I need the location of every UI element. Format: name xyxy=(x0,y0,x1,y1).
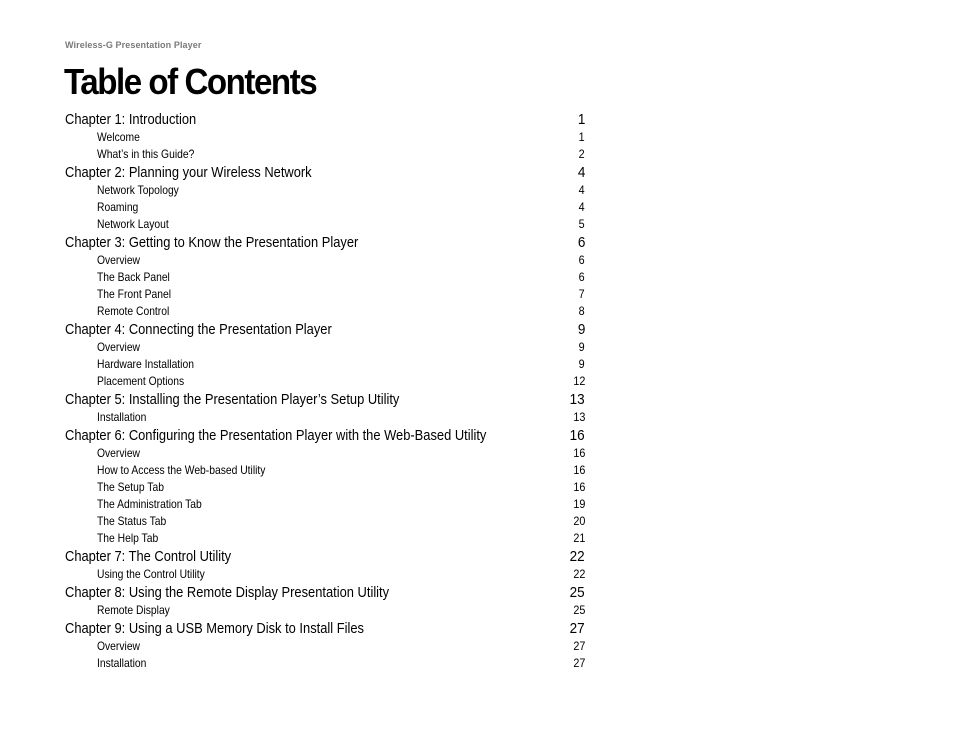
toc-entry-title: Remote Display xyxy=(97,603,170,617)
toc-page-number: 19 xyxy=(572,497,585,511)
toc-section-entry[interactable] xyxy=(65,356,585,373)
toc-entry-title: The Help Tab xyxy=(97,531,159,545)
toc-section-entry[interactable] xyxy=(65,602,585,619)
toc-page-number: 9 xyxy=(578,340,585,354)
toc-page-number: 25 xyxy=(569,584,585,601)
toc-page-number: 4 xyxy=(577,164,585,181)
toc-entry-title: Welcome xyxy=(97,130,140,144)
toc-page-number: 20 xyxy=(572,514,585,528)
toc-section-entry[interactable] xyxy=(65,373,585,390)
toc-page-number: 6 xyxy=(578,253,585,267)
toc-entry-title: Chapter 8: Using the Remote Display Presentation Utility xyxy=(65,584,390,601)
toc-page-number: 13 xyxy=(572,410,585,424)
toc-entry-title: Installation xyxy=(97,656,147,670)
toc-entry-title: Chapter 9: Using a USB Memory Disk to Install Files xyxy=(65,620,364,637)
toc-entry-title: Overview xyxy=(97,639,141,653)
toc-entry-title: The Setup Tab xyxy=(97,480,164,494)
toc-page-number: 27 xyxy=(572,656,585,670)
toc-chapter-entry[interactable] xyxy=(65,390,585,410)
toc-page-number: 22 xyxy=(569,548,585,565)
toc-section-entry[interactable] xyxy=(65,566,585,583)
running-header: Wireless-G Presentation Player xyxy=(65,40,202,50)
toc-entry-title: Remote Control xyxy=(97,304,170,318)
toc-section-entry[interactable] xyxy=(65,286,585,303)
toc-entry-title: Overview xyxy=(97,340,141,354)
toc-section-entry[interactable] xyxy=(65,339,585,356)
toc-section-entry[interactable] xyxy=(65,199,585,216)
toc-section-entry[interactable] xyxy=(65,252,585,269)
toc-chapter-entry[interactable] xyxy=(65,320,585,340)
toc-chapter-entry[interactable] xyxy=(65,163,585,183)
toc-page-number: 27 xyxy=(569,620,585,637)
toc-entry-title: Roaming xyxy=(97,200,139,214)
toc-section-entry[interactable] xyxy=(65,216,585,233)
toc-section-entry[interactable] xyxy=(65,303,585,320)
toc-page-number: 22 xyxy=(572,567,585,581)
toc-page-number: 4 xyxy=(578,200,585,214)
toc-entry-title: Chapter 3: Getting to Know the Presentation Player xyxy=(65,234,359,251)
toc-section-entry[interactable] xyxy=(65,409,585,426)
toc-page-number: 13 xyxy=(569,391,585,408)
toc-page-number: 6 xyxy=(578,270,585,284)
toc-section-entry[interactable] xyxy=(65,182,585,199)
toc-section-entry[interactable] xyxy=(65,269,585,286)
toc-page-number: 4 xyxy=(578,183,585,197)
toc-page-number: 7 xyxy=(578,287,585,301)
toc-chapter-entry[interactable] xyxy=(65,233,585,253)
toc-section-entry[interactable] xyxy=(65,445,585,462)
table-of-contents xyxy=(65,110,585,672)
toc-section-entry[interactable] xyxy=(65,530,585,547)
toc-entry-title: Chapter 6: Configuring the Presentation Player with the Web-Based Utility xyxy=(65,427,487,444)
toc-entry-title: Overview xyxy=(97,446,141,460)
toc-entry-title: Chapter 2: Planning your Wireless Network xyxy=(65,164,312,181)
toc-page-number: 1 xyxy=(577,111,585,128)
toc-page-number: 9 xyxy=(577,321,585,338)
toc-page-number: 16 xyxy=(569,427,585,444)
toc-chapter-entry[interactable] xyxy=(65,619,585,639)
toc-section-entry[interactable] xyxy=(65,462,585,479)
toc-page-number: 16 xyxy=(572,480,585,494)
toc-entry-title: The Front Panel xyxy=(97,287,172,301)
toc-page-number: 9 xyxy=(578,357,585,371)
toc-page-number: 16 xyxy=(572,446,585,460)
toc-entry-title: Chapter 5: Installing the Presentation Player’s Setup Utility xyxy=(65,391,400,408)
toc-entry-title: The Status Tab xyxy=(97,514,167,528)
toc-section-entry[interactable] xyxy=(65,146,585,163)
page-title: Table of Contents xyxy=(64,61,317,102)
toc-section-entry[interactable] xyxy=(65,638,585,655)
toc-entry-title: How to Access the Web-based Utility xyxy=(97,463,266,477)
toc-chapter-entry[interactable] xyxy=(65,583,585,603)
toc-entry-title: Chapter 7: The Control Utility xyxy=(65,548,232,565)
toc-entry-title: Installation xyxy=(97,410,147,424)
toc-chapter-entry[interactable] xyxy=(65,426,585,446)
toc-page-number: 2 xyxy=(578,147,585,161)
toc-page-number: 8 xyxy=(578,304,585,318)
toc-page-number: 16 xyxy=(572,463,585,477)
toc-chapter-entry[interactable] xyxy=(65,547,585,567)
toc-page-number: 27 xyxy=(572,639,585,653)
toc-page-number: 6 xyxy=(577,234,585,251)
toc-page-number: 21 xyxy=(572,531,585,545)
toc-entry-title: Using the Control Utility xyxy=(97,567,205,581)
toc-entry-title: Network Topology xyxy=(97,183,179,197)
toc-entry-title: Chapter 4: Connecting the Presentation Player xyxy=(65,321,332,338)
toc-entry-title: The Administration Tab xyxy=(97,497,202,511)
toc-page-number: 12 xyxy=(572,374,585,388)
toc-section-entry[interactable] xyxy=(65,479,585,496)
toc-section-entry[interactable] xyxy=(65,129,585,146)
toc-entry-title: What’s in this Guide? xyxy=(97,147,195,161)
toc-entry-title: Overview xyxy=(97,253,141,267)
toc-page-number: 5 xyxy=(578,217,585,231)
toc-section-entry[interactable] xyxy=(65,496,585,513)
toc-entry-title: Placement Options xyxy=(97,374,185,388)
toc-page-number: 25 xyxy=(572,603,585,617)
toc-entry-title: Network Layout xyxy=(97,217,169,231)
toc-page-number: 1 xyxy=(578,130,585,144)
toc-entry-title: Chapter 1: Introduction xyxy=(65,111,197,128)
toc-entry-title: Hardware Installation xyxy=(97,357,194,371)
toc-entry-title: The Back Panel xyxy=(97,270,170,284)
toc-chapter-entry[interactable] xyxy=(65,110,585,130)
toc-section-entry[interactable] xyxy=(65,655,585,672)
toc-section-entry[interactable] xyxy=(65,513,585,530)
